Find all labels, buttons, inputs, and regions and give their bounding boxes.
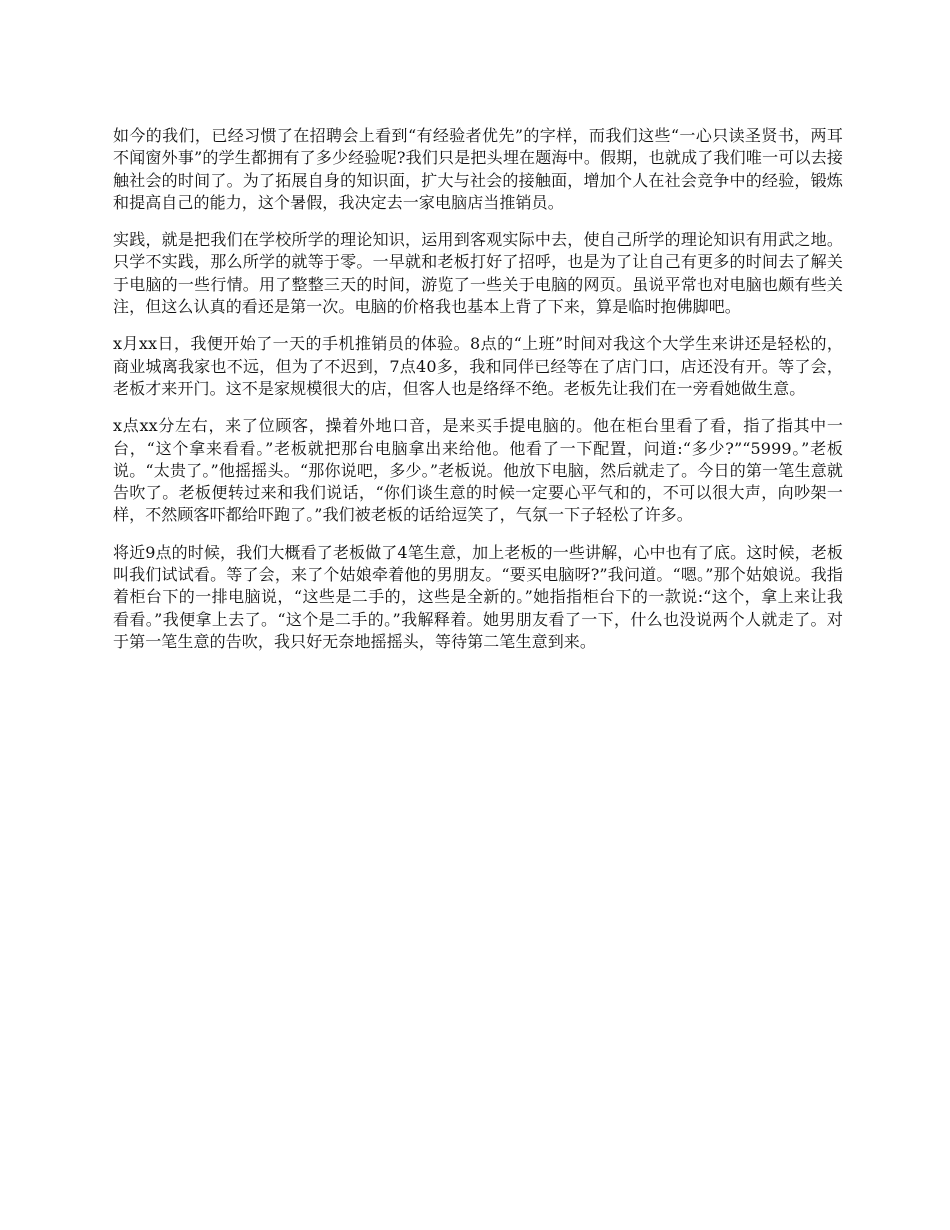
paragraph-2: 实践，就是把我们在学校所学的理论知识，运用到客观实际中去，使自己所学的理论知识有用武之地。只学不实践，那么所学的就等于零。一早就和老板打好了招呼，也是为了让自己有更多的时间去了解关于电脑的一些行情。用了整整三天的时间，游览了一些关于电脑的网页。虽说平常也对电脑也颇有些关注，但这么认真的看还是第一次。电脑的价格我也基本上背了下来，算是临时抱佛脚吧。 — [113, 230, 843, 317]
paragraph-4: x点xx分左右，来了位顾客，操着外地口音，是来买手提电脑的。他在柜台里看了看，指了指其中一台，“这个拿来看看。”老板就把那台电脑拿出来给他。他看了一下配置，问道:“多少?”“5999。”老板说。“太贵了。”他摇摇头。“那你说吧，多少。”老板说。他放下电脑，然后就走了。今日的第一笔生意就告吹了。老板便转过来和我们说话，“你们谈生意的时候一定要心平气和的，不可以很大声，向吵架一样，不然顾客吓都给吓跑了。”我们被老板的话给逗笑了，气氛一下子轻松了许多。 — [113, 416, 843, 525]
document-body — [113, 125, 843, 668]
paragraph-3: x月xx日，我便开始了一天的手机推销员的体验。8点的“上班”时间对我这个大学生来讲还是轻松的，商业城离我家也不远，但为了不迟到，7点40多，我和同伴已经等在了店门口，店还没有开。等了会，老板才来开门。这不是家规模很大的店，但客人也是络绎不绝。老板先让我们在一旁看她做生意。 — [113, 334, 843, 398]
paragraph-5: 将近9点的时候，我们大概看了老板做了4笔生意，加上老板的一些讲解，心中也有了底。这时候，老板叫我们试试看。等了会，来了个姑娘牵着他的男朋友。“要买电脑呀?”我问道。“嗯。”那个姑娘说。我指着柜台下的一排电脑说，“这些是二手的，这些是全新的。”她指指柜台下的一款说:“这个，拿上来让我看看。”我便拿上去了。“这个是二手的。”我解释着。她男朋友看了一下，什么也没说两个人就走了。对于第一笔生意的告吹，我只好无奈地摇摇头，等待第二笔生意到来。 — [113, 542, 843, 651]
paragraph-1: 如今的我们，已经习惯了在招聘会上看到“有经验者优先”的字样，而我们这些“一心只读圣贤书，两耳不闻窗外事”的学生都拥有了多少经验呢?我们只是把头埋在题海中。假期，也就成了我们唯一可以去接触社会的时间了。为了拓展自身的知识面，扩大与社会的接触面，增加个人在社会竞争中的经验，锻炼和提高自己的能力，这个暑假，我决定去一家电脑店当推销员。 — [113, 126, 843, 212]
